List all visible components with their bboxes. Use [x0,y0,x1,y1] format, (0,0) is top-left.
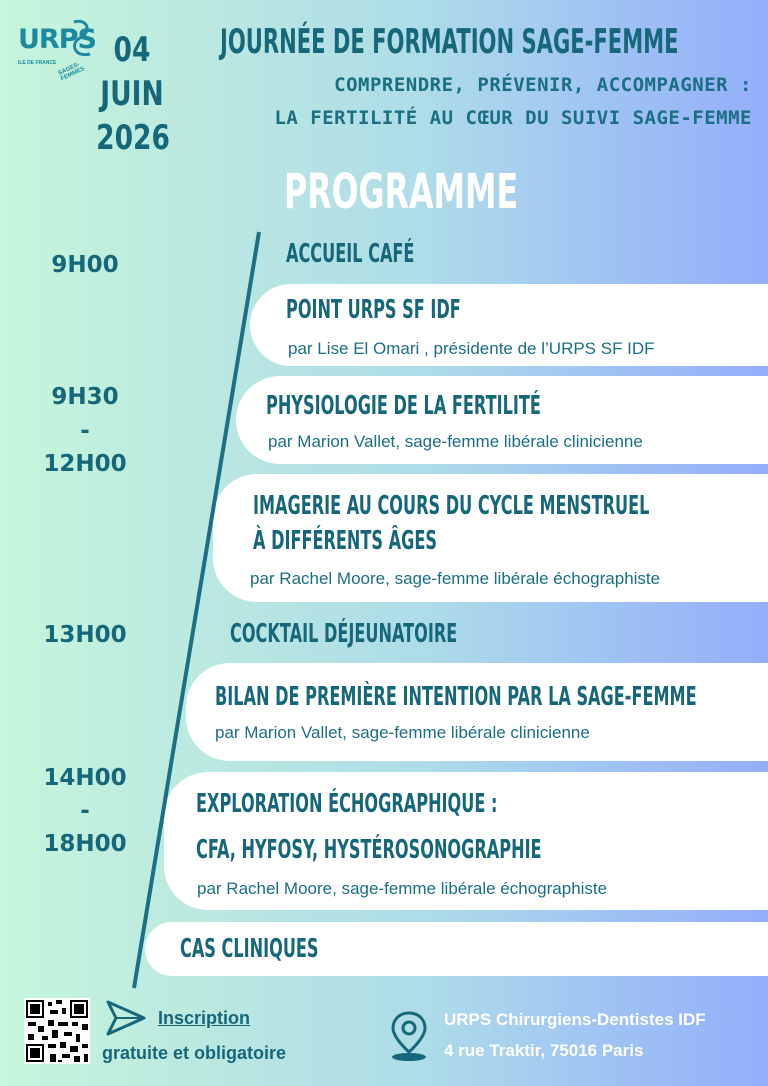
logo-region: ILE DE FRANCE [18,60,57,66]
logo-profession: SAGES-FEMMES [57,61,86,83]
time-14h00: 14H00 [43,765,127,791]
session-bilan-speaker: par Marion Vallet, sage-femme libérale clinicienne [215,723,590,742]
time-9h00: 9H00 [51,252,119,278]
session-cas-title-text: CAS CLINIQUES [180,934,319,964]
qr-code-icon[interactable] [24,998,90,1064]
session-physio-title [266,390,709,421]
session-physio-title-text: PHYSIOLOGIE DE LA FERTILITÉ [266,391,541,421]
organizer-name: URPS Chirurgiens-Dentistes IDF [444,1010,706,1029]
time-9h30: 9H30 [51,384,119,410]
date-year: 2026 [96,118,170,158]
session-explo-title-1-text: EXPLORATION ÉCHOGRAPHIQUE : [196,789,498,819]
session-imagerie-title-1-text: IMAGERIE AU COURS DU CYCLE MENSTRUEL [253,491,650,521]
programme-heading-text: PROGRAMME [284,164,519,220]
session-explo-title-1 [196,788,682,819]
location-pin-icon [388,1010,430,1062]
session-urps-title [286,294,568,325]
session-imagerie-title-2 [253,525,550,556]
session-explo-title-2-text: CFA, HYFOSY, HYSTÉROSONOGRAPHIE [196,835,542,865]
page-title-text: JOURNÉE DE FORMATION SAGE-FEMME [220,22,679,62]
session-accueil [286,238,493,269]
session-explo-speaker: par Rachel Moore, sage-femme libérale échographiste [197,879,608,898]
session-urps-speaker: par Lise El Omari , présidente de l’URPS SF IDF [288,339,655,358]
session-imagerie-title-1 [253,490,768,521]
session-bilan-title [215,681,768,712]
inscription-link[interactable]: Inscription [158,1008,251,1028]
session-urps-title-text: POINT URPS SF IDF [286,295,461,325]
time-12h00: 12H00 [43,451,127,477]
session-explo-title-2 [196,834,753,865]
time-18h00: 18H00 [43,831,127,857]
time-13h00: 13H00 [43,622,127,648]
arrow-right-icon [104,998,148,1038]
logo-text: URPS [18,24,96,55]
time-separator: - [80,418,90,444]
date-day: 04 [113,30,151,70]
subtitle-line-1: COMPRENDRE, PRÉVENIR, ACCOMPAGNER : [334,74,752,96]
inscription-note: gratuite et obligatoire [102,1043,287,1063]
session-cas-title [180,933,403,964]
organizer-address: 4 rue Traktir, 75016 Paris [444,1041,644,1060]
session-cocktail-title: COCKTAIL DÉJEUNATOIRE [230,619,458,649]
session-imagerie-title-2-text: À DIFFÉRENTS ÂGES [253,526,437,556]
session-accueil-title: ACCUEIL CAFÉ [286,239,415,269]
subtitle-line-2: LA FERTILITÉ AU CŒUR DU SUIVI SAGE-FEMME [274,107,752,129]
session-cocktail [230,618,597,649]
session-imagerie-speaker: par Rachel Moore, sage-femme libérale échographiste [250,569,661,588]
time-separator: - [80,798,90,824]
session-physio-speaker: par Marion Vallet, sage-femme libérale clinicienne [268,432,643,451]
date-month: JUIN [100,74,164,114]
session-bilan-title-text: BILAN DE PREMIÈRE INTENTION PAR LA SAGE-FEMME [215,682,697,712]
